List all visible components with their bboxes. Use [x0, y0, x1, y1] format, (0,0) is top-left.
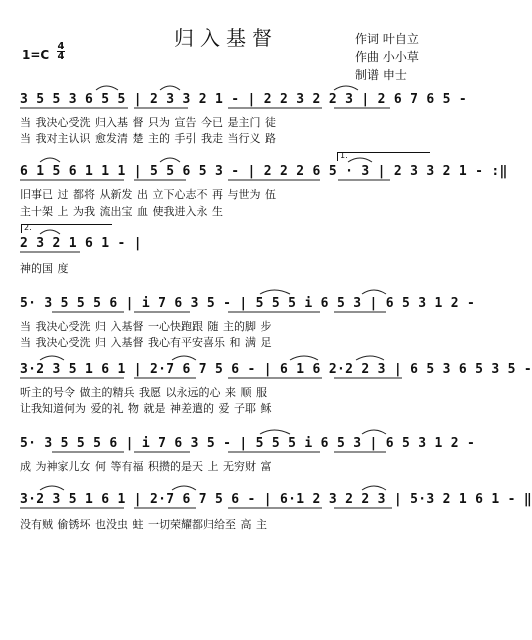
lyrics-line-1b: 当 我对主认识 愈发清 楚 主的 手引 我走 当行义 路	[20, 132, 276, 145]
lyrics-line-5a: 听主的号令 做主的精兵 我愿 以永远的心 来 顺 服	[20, 386, 267, 399]
arranger-credit: 制谱 申士	[355, 68, 407, 82]
lyrics-line-6: 成 为神家儿女 何 等有福 积攒的是天 上 无穷财 富	[20, 460, 272, 473]
lyrics-line-2b: 主十架 上 为我 流出宝 血 使我进入永 生	[20, 205, 223, 218]
key-signature: 1=C	[22, 48, 50, 62]
lyrics-line-3: 神的国 度	[20, 262, 69, 275]
notes-line-2: 6 1 5 6 1 1 1 | 5 5 6 5 3 - | 2 2 2 6 5 · 3 | 2 3 3 2 1 - :‖	[20, 164, 508, 179]
lyrics-line-4b: 当 我决心受洗 归 入基督 我心有平安喜乐 和 满 足	[20, 336, 272, 349]
notes-line-7: 3·2 3 5 1 6 1 | 2·7 6 7 5 6 - | 6·1 2 3 2 2 3 | 5·3 2 1 6 1 - ‖	[20, 492, 532, 507]
lyricist-credit: 作词 叶自立	[355, 32, 419, 46]
notes-line-5: 3·2 3 5 1 6 1 | 2·7 6 7 5 6 - | 6 1 6 2·2 2 3 | 6 5 3 6 5 3 5 -	[20, 362, 532, 377]
lyrics-line-1a: 当 我决心受洗 归入基 督 只为 宣告 今已 是主门 徒	[20, 116, 276, 129]
lyrics-line-5b: 让我知道何为 爱的礼 物 就是 神差遣的 爱 子耶 稣	[20, 402, 272, 415]
lyrics-line-7: 没有贼 偷锈坏 也没虫 蛀 一切荣耀都归给至 高 主	[20, 518, 267, 531]
song-title: 归入基督	[174, 26, 278, 50]
lyrics-line-2a: 旧事已 过 都将 从新发 出 立下心志不 再 与世为 伍	[20, 188, 276, 201]
composer-credit: 作曲 小小草	[355, 50, 419, 64]
lyrics-line-4a: 当 我决心受洗 归 入基督 一心快跑跟 随 主的脚 步	[20, 320, 272, 333]
time-signature: 4 4	[57, 41, 65, 62]
volta-first-ending: 1.	[337, 152, 430, 161]
volta-second-ending: 2.	[21, 224, 112, 233]
notes-line-3: 2 3 2 1 6 1 - |	[20, 236, 142, 251]
notes-line-6: 5· 3 5 5 5 6 | i 7 6 3 5 - | 5 5 5 i 6 5 3 | 6 5 3 1 2 -	[20, 436, 476, 451]
notes-line-4: 5· 3 5 5 5 6 | i 7 6 3 5 - | 5 5 5 i 6 5 3 | 6 5 3 1 2 -	[20, 296, 476, 311]
notes-line-1: 3 5 5 3 6 5 5 | 2 3 3 2 1 - | 2 2 3 2 2 3 | 2 6 7 6 5 -	[20, 92, 467, 107]
